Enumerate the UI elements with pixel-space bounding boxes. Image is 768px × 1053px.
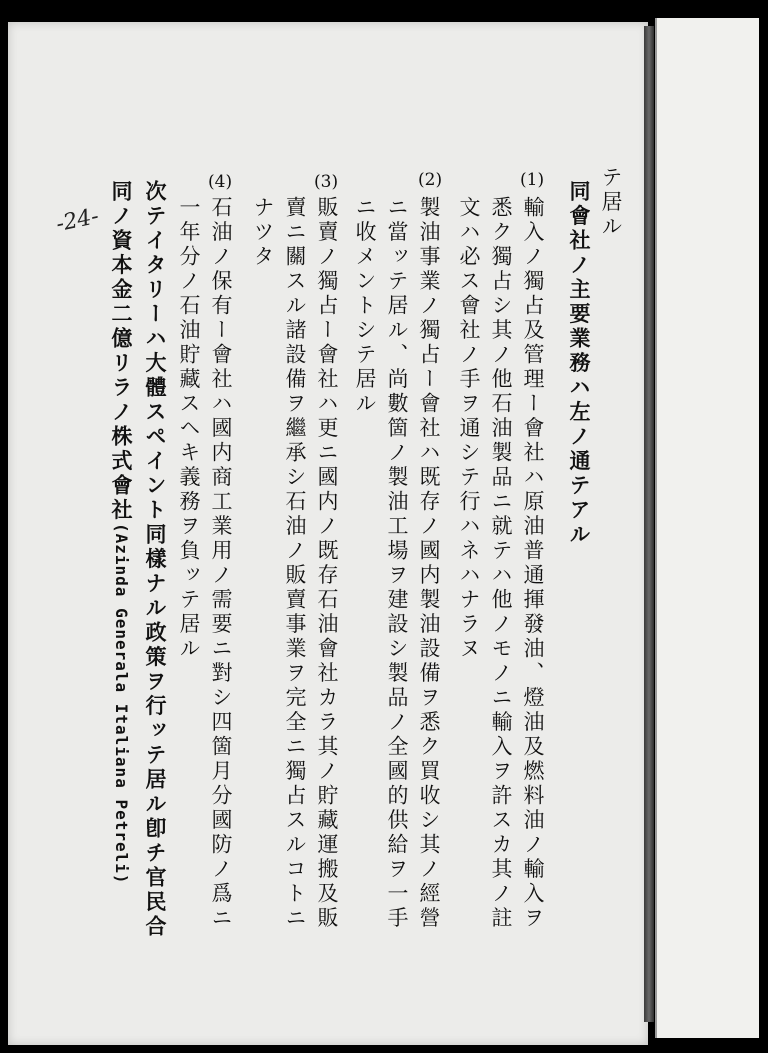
text-column-9: 販賣ノ獨占ー會社ハ更ニ國内ノ既存石油會社カラ其ノ貯藏運搬及販 — [315, 196, 339, 931]
book-gutter — [644, 26, 654, 1022]
text-column-10: 賣ニ關スル諸設備ヲ繼承シ石油ノ販賣事業ヲ完全ニ獨占スルコトニ — [283, 196, 307, 931]
facing-page-edge — [655, 18, 759, 1038]
item-number-4: (4) — [208, 172, 233, 192]
text-column-11: ナツタ — [251, 196, 275, 270]
text-column-2: 同會社ノ主要業務ハ左ノ通テアル — [567, 180, 592, 548]
text-column-4: 悉ク獨占シ其ノ他石油製品ニ就テハ他ノモノニ輸入ヲ許スカ其ノ註 — [489, 196, 513, 931]
text-column-5: 文ハ必ス會社ノ手ヲ通シテ行ハネハナラヌ — [457, 196, 481, 662]
text-column-8: ニ收メントシテ居ル — [353, 196, 377, 417]
text-column-14: 次テイタリーハ大體スペイント同樣ナル政策ヲ行ッテ居ル卽チ官民合 — [143, 180, 168, 940]
item-number-2: (2) — [418, 170, 443, 190]
company-name-latin: (Azinda Generala Italiana Petreli) — [112, 523, 131, 885]
text-column-7: ニ當ッテ居ル、尚數箇ノ製油工場ヲ建設シ製品ノ全國的供給ヲ一手 — [385, 196, 409, 931]
page-number: -24- — [53, 203, 102, 238]
text-column-12: 石油ノ保有ー會社ハ國内商工業用ノ需要ニ對シ四箇月分國防ノ爲ニ — [209, 196, 233, 931]
text-column-3: 輸入ノ獨占及管理ー會社ハ原油普通揮發油、燈油及燃料油ノ輸入ヲ — [521, 196, 545, 931]
text-column-15 — [106, 180, 136, 885]
text-column-13: 一年分ノ石油貯藏スヘキ義務ヲ負ッテ居ル — [177, 196, 201, 662]
item-number-3: (3) — [314, 172, 339, 192]
text-column-1: テ居ル — [599, 166, 623, 240]
text-column-6: 製油事業ノ獨占ー會社ハ既存ノ國内製油設備ヲ悉ク買收シ其ノ經營 — [417, 196, 441, 931]
item-number-1: (1) — [520, 170, 545, 190]
text-column-15-japanese: 同ノ資本金二億リラノ株式會社 — [109, 180, 134, 523]
